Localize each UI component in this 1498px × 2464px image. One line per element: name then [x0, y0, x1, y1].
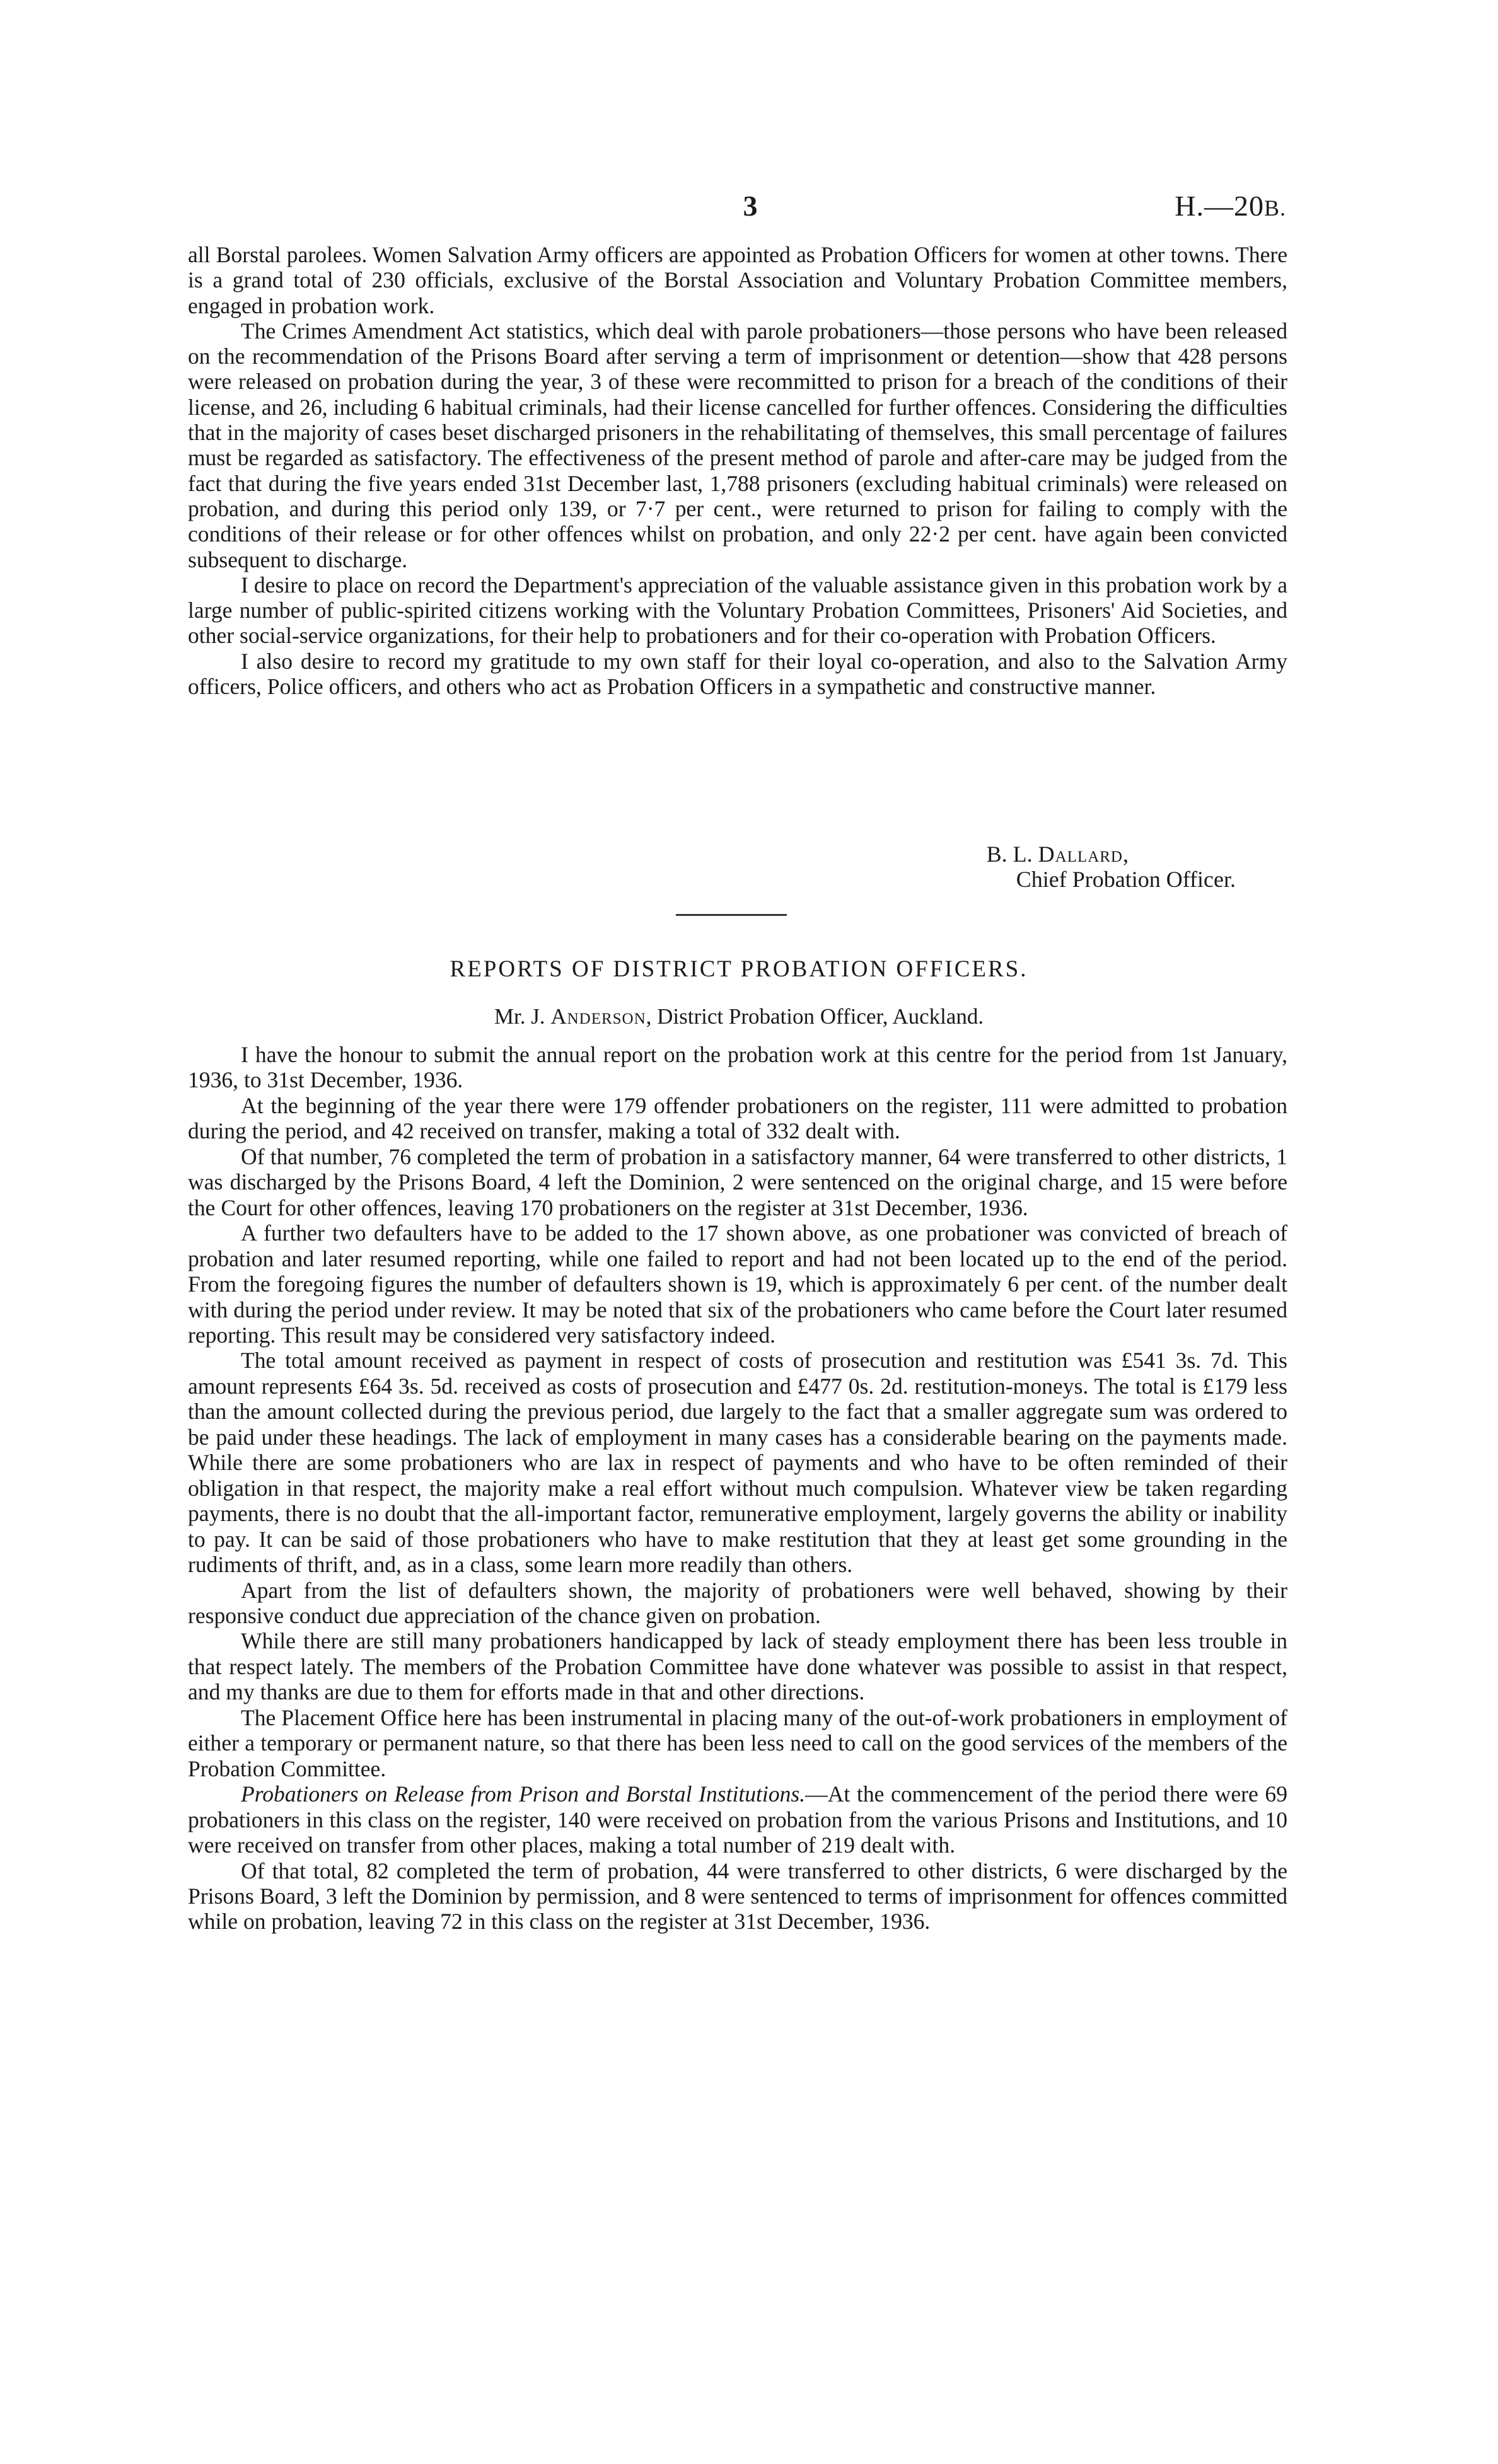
- byline-name: Anderson: [550, 1004, 646, 1029]
- paragraph-gratitude: I also desire to record my gratitude to my own staff for their loyal co-operation, and also to the Salvation Army officers, Police officers, and others who act as Probation Officers in a sympathetic and constructive manner.: [188, 648, 1287, 700]
- paragraph-payments: The total amount received as payment in respect of costs of prosecution and restitution was £541 3s. 7d. This amount represents £64 3s. 5d. received as costs of prosecution and £477 0s. 2d. restitution-moneys. The total is £179 less than the amount collected during the previous period, due largely to the fact that a smaller aggregate sum was ordered to be paid under these headings. The lack of employment in many cases has a considerable bearing on the payments made. While there are some probationers who are lax in respect of payments and who have to be often reminded of their obligation in that respect, the majority make a real effort without much compulsion. Whatever view be taken regarding payments, there is no doubt that the all-important factor, remunerative employment, largely governs the ability or inability to pay. It can be said of those probationers who have to make restitution that they at least get some grounding in the rudiments of thrift, and, as in a class, some learn more readily than others.: [188, 1348, 1287, 1578]
- paragraph-defaulters: A further two defaulters have to be added to the 17 shown above, as one probationer was convicted of breach of probation and later resumed reporting, while one failed to report and had not been located up to the end of the period. From the foregoing figures the number of defaulters shown is 19, which is approximately 6 per cent. of the number dealt with during the period under review. It may be noted that six of the probationers who came before the Court later resumed reporting. This result may be considered very satisfactory indeed.: [188, 1220, 1287, 1348]
- paragraph-employment: While there are still many probationers handicapped by lack of steady employment there has been less trouble in that respect lately. The members of the Probation Committee have done whatever was possible to assist in that respect, and my thanks are due to them for efforts made in that and other directions.: [188, 1628, 1287, 1705]
- paragraph-report-intro: I have the honour to submit the annual report on the probation work at this centre for the period from 1st January, 1936, to 31st December, 1936.: [188, 1042, 1287, 1093]
- section-title: REPORTS OF DISTRICT PROBATION OFFICERS.: [450, 956, 1028, 982]
- signature-surname: Dallard: [1038, 842, 1123, 867]
- report-body: [188, 1042, 1287, 1935]
- paragraph-outcomes: Of that number, 76 completed the term of probation in a satisfactory manner, 64 were transferred to other districts, 1 was discharged by the Prisons Board, 4 left the Dominion, 2 were sentenced on the original charge, and 15 were before the Court for other offences, leaving 170 probationers on the register at 31st December, 1936.: [188, 1143, 1287, 1220]
- paragraph-final-totals: Of that total, 82 completed the term of probation, 44 were transferred to other districts, 6 were discharged by the Prisons Board, 3 left the Dominion by permission, and 8 were sentenced to terms of imprisonment for offences committed while on probation, leaving 72 in this class on the register at 31st December, 1936.: [188, 1858, 1287, 1935]
- signature-comma: ,: [1123, 842, 1129, 867]
- paragraph-continuation: all Borstal parolees. Women Salvation Army officers are appointed as Probation Officers for women at other towns. There is a grand total of 230 officials, exclusive of the Borstal Association and Voluntary Probation Committee members, engaged in probation work.: [188, 242, 1287, 318]
- signature-name: [788, 842, 1129, 867]
- signature-title: Chief Probation Officer.: [1016, 867, 1236, 892]
- paragraph-appreciation: I desire to place on record the Department's appreciation of the valuable assistance given in this probation work by a large number of public-spirited citizens working with the Voluntary Probation Committees, Prisoners' Aid Societies, and other social-service organizations, for their help to probationers and for their co-operation with Probation Officers.: [188, 572, 1287, 649]
- borstal-text: —At the commencement of the period there were 69 probationers in this class on the register, 140 were received on probation from the various Prisons and Institutions, and 10 were received on transfer from other places, making a total number of 219 dealt with.: [188, 1781, 1287, 1858]
- byline-suffix: , District Probation Officer, Auckland.: [646, 1004, 984, 1029]
- borstal-heading: Probationers on Release from Prison and Borstal Institutions.: [241, 1781, 806, 1807]
- section-divider: [676, 914, 787, 916]
- paragraph-crimes-amendment: The Crimes Amendment Act statistics, which deal with parole probationers—those persons who have been released on the recommendation of the Prisons Board after serving a term of imprisonment or detention—show that 428 persons were released on probation during the year, 3 of these were recommitted to prison for a breach of the conditions of their license, and 26, including 6 habitual criminals, had their license cancelled for further offences. Considering the difficulties that in the majority of cases beset discharged prisoners in the rehabilitating of themselves, this small percentage of failures must be regarded as satisfactory. The effectiveness of the present method of parole and after-care may be judged from the fact that during the five years ended 31st December last, 1,788 prisoners (excluding habitual criminals) were released on probation, and during this period only 139, or 7·7 per cent., were returned to prison for failing to comply with the conditions of their release or for other offences whilst on probation, and only 22·2 per cent. have again been convicted subsequent to discharge.: [188, 318, 1287, 572]
- paragraph-conduct: Apart from the list of defaulters shown, the majority of probationers were well behaved, showing by their responsive conduct due appreciation of the chance given on probation.: [188, 1577, 1287, 1628]
- doc-ref-prefix: H.—20: [1175, 190, 1264, 222]
- signature-initials: B. L.: [986, 842, 1033, 867]
- paragraph-placement-office: The Placement Office here has been instrumental in placing many of the out-of-work probationers in employment of either a temporary or permanent nature, so that there has been less need to call on the good services of the members of the Probation Committee.: [188, 1704, 1287, 1781]
- doc-ref-suffix: B.: [1263, 195, 1286, 221]
- page-number: 3: [743, 190, 758, 222]
- document-reference: [1072, 189, 1286, 223]
- report-byline: [189, 1004, 1289, 1029]
- paragraph-register-start: At the beginning of the year there were 179 offender probationers on the register, 111 were admitted to probation during the period, and 42 received on transfer, making a total of 332 dealt with.: [188, 1092, 1287, 1144]
- top-body: [188, 242, 1287, 699]
- byline-prefix: Mr. J.: [494, 1004, 545, 1029]
- paragraph-borstal-release: [188, 1781, 1287, 1858]
